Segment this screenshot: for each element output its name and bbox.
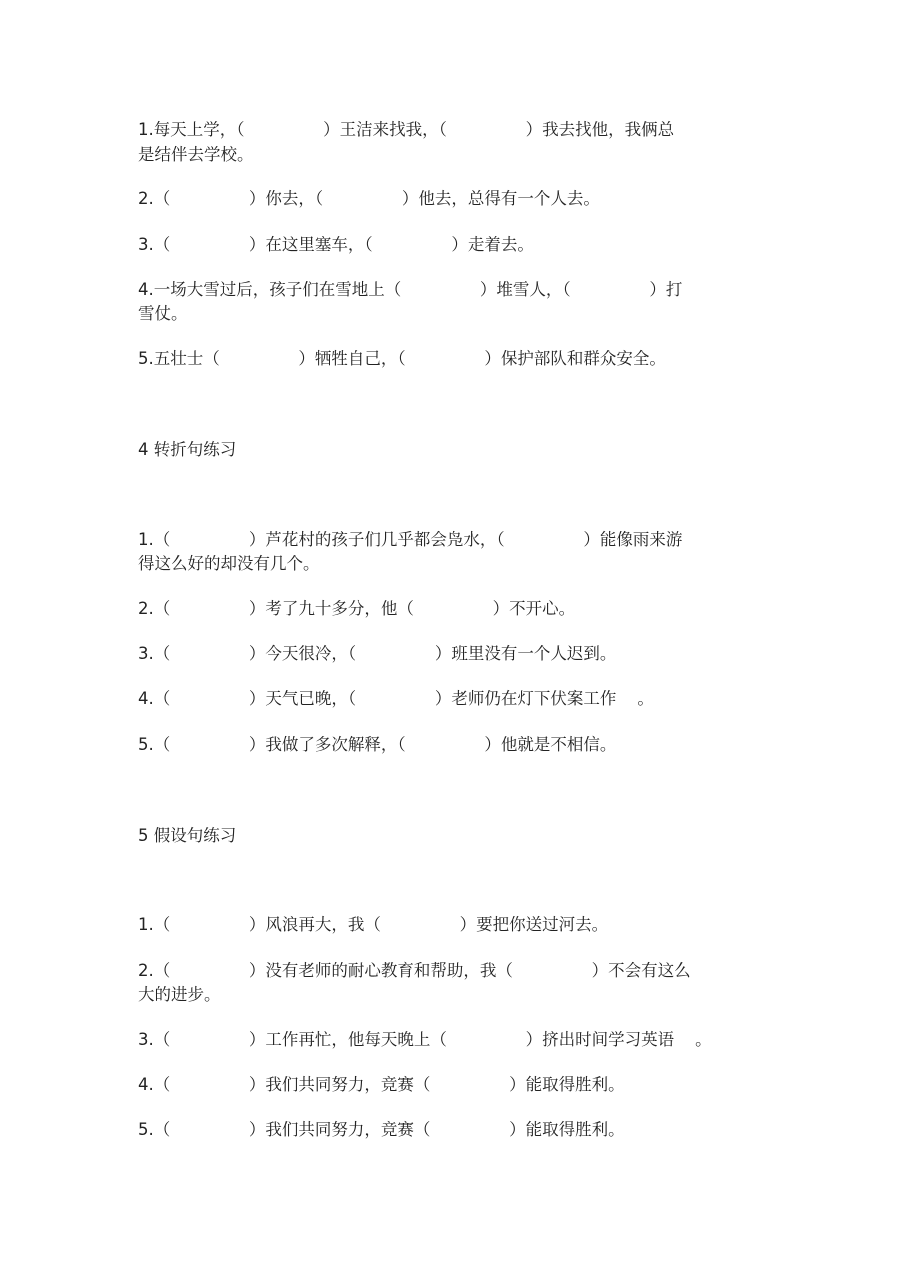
section-heading-hypothesis: 5 假设句练习 — [138, 826, 237, 845]
exercise-line: 2.（ ）你去，（ ）他去，总得有一个人去。 — [138, 189, 600, 208]
exercise-line: 2.（ ）考了九十多分，他（ ）不开心。 — [138, 599, 576, 618]
section-heading-transition: 4 转折句练习 — [138, 440, 237, 459]
exercise-line: 1.（ ）风浪再大，我（ ）要把你送过河去。 — [138, 915, 609, 934]
exercise-line: 4.（ ）天气已晚，（ ）老师仍在灯下伏案工作 。 — [138, 689, 654, 708]
exercise-line: 4.（ ）我们共同努力，竞赛（ ）能取得胜利。 — [138, 1075, 625, 1094]
exercise-line: 大的进步。 — [138, 985, 221, 1004]
exercise-line: 4.一场大雪过后，孩子们在雪地上（ ）堆雪人，（ ）打 — [138, 280, 683, 299]
exercise-line: 雪仗。 — [138, 304, 188, 323]
exercise-line: 3.（ ）在这里塞车，（ ）走着去。 — [138, 235, 534, 254]
exercise-line: 是结伴去学校。 — [138, 145, 254, 164]
exercise-line: 2.（ ）没有老师的耐心教育和帮助，我（ ）不会有这么 — [138, 961, 691, 980]
exercise-line: 1.（ ）芦花村的孩子们几乎都会凫水，（ ）能像雨来游 — [138, 530, 683, 549]
exercise-line: 1.每天上学，（ ）王洁来找我，（ ）我去找他，我俩总 — [138, 120, 675, 139]
exercise-line: 5.（ ）我做了多次解释，（ ）他就是不相信。 — [138, 735, 617, 754]
exercise-line: 5.（ ）我们共同努力，竞赛（ ）能取得胜利。 — [138, 1120, 625, 1139]
exercise-line: 5.五壮士（ ）牺牲自己，（ ）保护部队和群众安全。 — [138, 349, 666, 368]
exercise-line: 3.（ ）工作再忙，他每天晚上（ ）挤出时间学习英语 。 — [138, 1030, 712, 1049]
exercise-line: 3.（ ）今天很冷，（ ）班里没有一个人迟到。 — [138, 644, 617, 663]
exercise-line: 得这么好的却没有几个。 — [138, 554, 320, 573]
